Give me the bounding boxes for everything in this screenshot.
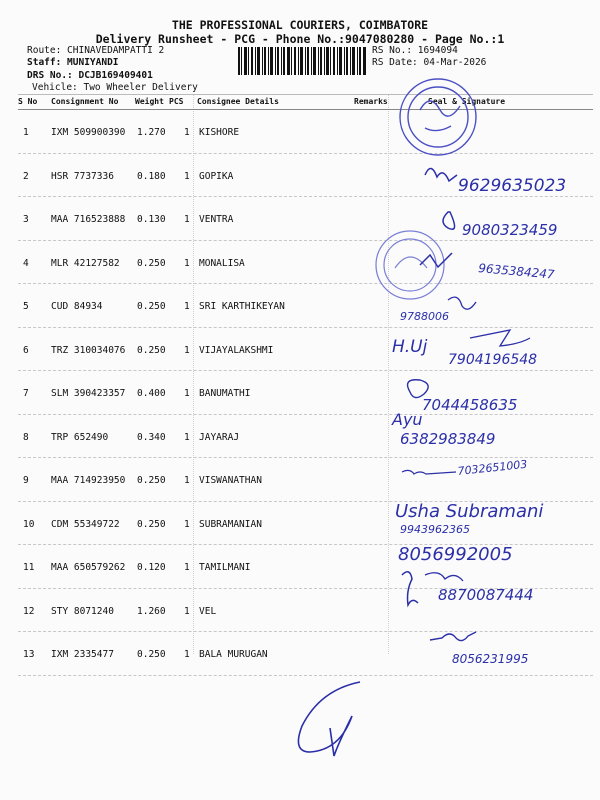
row-consignee: VEL (199, 605, 217, 617)
row-sno: 3 (23, 214, 29, 225)
row-consignee: SUBRAMANIAN (199, 518, 262, 530)
handwritten-phone: 7032651003 (456, 457, 528, 478)
col-weight: Weight (135, 97, 164, 106)
handwritten-phone: 9635384247 (477, 261, 556, 282)
row-consignee: VENTRA (199, 214, 234, 225)
company-title: THE PROFESSIONAL COURIERS, COIMBATORE (171, 18, 429, 32)
row-sno: 7 (23, 388, 29, 399)
staff-label: Staff: MUNIYANDI (27, 57, 119, 68)
col-pcs: PCS (169, 97, 184, 106)
row-pcs: 1 (184, 257, 190, 269)
row-consignee: VIJAYALAKSHMI (199, 344, 274, 356)
row-pcs: 1 (184, 475, 190, 486)
table-row (18, 328, 593, 372)
table-row (18, 197, 593, 241)
row-consignee: BANUMATHI (199, 388, 251, 399)
col-remarks: Remarks (354, 97, 388, 106)
rs-number: RS No.: 1694094 (372, 45, 458, 56)
row-sno: 12 (23, 605, 35, 617)
handwritten-phone: 8056231995 (452, 652, 529, 666)
row-weight: 0.120 (137, 562, 166, 573)
row-sno: 9 (23, 475, 29, 486)
row-pcs: 1 (184, 127, 190, 138)
table-row (18, 632, 593, 676)
row-sno: 2 (23, 170, 29, 182)
row-consignment: MAA 716523888 (51, 214, 126, 225)
row-consignment: IXM 2335477 (51, 649, 114, 660)
row-consignee: MONALISA (199, 257, 245, 269)
col-consignment: Consignment No (51, 97, 119, 106)
row-consignment: CDM 55349722 (51, 518, 120, 530)
table-header (18, 94, 593, 110)
handwritten-phone: 9080323459 (462, 221, 558, 239)
table-row (18, 502, 593, 546)
row-weight: 0.250 (137, 649, 166, 660)
row-weight: 0.130 (137, 214, 166, 225)
row-consignee: JAYARAJ (199, 431, 240, 443)
row-sno: 10 (23, 518, 35, 530)
handwritten-phone: 8870087444 (438, 586, 534, 604)
row-weight: 0.180 (137, 170, 166, 182)
row-sno: 1 (23, 127, 29, 138)
row-weight: 0.250 (137, 301, 166, 312)
row-weight: 0.400 (137, 388, 166, 399)
row-consignee: VISWANATHAN (199, 475, 262, 486)
handwritten-phone: 7904196548 (448, 352, 538, 368)
runsheet-table (18, 94, 593, 676)
handwritten-name: Ayu (392, 410, 423, 429)
row-consignment: MLR 42127582 (51, 257, 120, 269)
row-pcs: 1 (184, 344, 190, 356)
handwritten-name: Usha Subramani (395, 501, 544, 522)
supervisor-signature (298, 682, 360, 756)
row-pcs: 1 (184, 170, 190, 182)
row-consignment: HSR 7737336 (51, 170, 114, 182)
row-consignment: IXM 509900390 (51, 127, 126, 138)
row-consignment: CUD 84934 (51, 301, 103, 312)
col-seal-signature: Seal & Signature (428, 97, 506, 106)
runsheet-subtitle: Delivery Runsheet - PCG - Phone No.:9047080280 - Page No.:1 (95, 32, 505, 46)
row-consignment: SLM 390423357 (51, 388, 126, 399)
vehicle-label: Vehicle: Two Wheeler Delivery (32, 82, 198, 93)
route-label: Route: CHINAVEDAMPATTI 2 (27, 45, 165, 56)
row-pcs: 1 (184, 649, 190, 660)
row-pcs: 1 (184, 431, 190, 443)
barcode (238, 47, 366, 75)
table-row (18, 284, 593, 328)
handwritten-phone: 6382983849 (400, 430, 496, 448)
row-pcs: 1 (184, 214, 190, 225)
handwritten-name: H.Uj (392, 337, 428, 357)
handwritten-phone: 7044458635 (422, 396, 518, 414)
row-consignment: TRZ 310034076 (51, 344, 126, 356)
row-weight: 1.270 (137, 127, 166, 138)
row-pcs: 1 (184, 518, 190, 530)
col-sno: S No (18, 97, 38, 106)
row-weight: 0.250 (137, 518, 166, 530)
handwritten-phone: 8056992005 (398, 544, 513, 565)
row-consignee: BALA MURUGAN (199, 649, 268, 660)
row-weight: 1.260 (137, 605, 166, 617)
table-row (18, 458, 593, 502)
row-weight: 0.250 (137, 475, 166, 486)
row-pcs: 1 (184, 562, 190, 573)
table-row (18, 415, 593, 459)
table-row (18, 154, 593, 198)
row-sno: 5 (23, 301, 29, 312)
table-row (18, 545, 593, 589)
table-row (18, 589, 593, 633)
row-consignment: MAA 650579262 (51, 562, 126, 573)
drs-label: DRS No.: DCJB169409401 (27, 70, 153, 81)
row-weight: 0.340 (137, 431, 166, 443)
row-consignment: MAA 714923950 (51, 475, 126, 486)
table-row (18, 371, 593, 415)
table-row (18, 110, 593, 154)
row-consignment: STY 8071240 (51, 605, 114, 617)
handwritten-phone: 9629635023 (458, 176, 567, 196)
row-consignment: TRP 652490 (51, 431, 109, 443)
row-weight: 0.250 (137, 257, 166, 269)
row-pcs: 1 (184, 605, 190, 617)
rs-date: RS Date: 04-Mar-2026 (372, 57, 487, 68)
handwritten-phone: 9788006 (400, 310, 449, 323)
row-sno: 6 (23, 344, 29, 356)
table-row (18, 241, 593, 285)
row-consignee: KISHORE (199, 127, 240, 138)
row-consignee: GOPIKA (199, 170, 234, 182)
handwritten-phone: 9943962365 (400, 523, 470, 536)
row-consignee: SRI KARTHIKEYAN (199, 301, 285, 312)
row-weight: 0.250 (137, 344, 166, 356)
row-sno: 13 (23, 649, 35, 660)
row-consignee: TAMILMANI (199, 562, 251, 573)
row-pcs: 1 (184, 388, 190, 399)
row-sno: 11 (23, 562, 35, 573)
col-consignee: Consignee Details (197, 97, 279, 106)
row-pcs: 1 (184, 301, 190, 312)
row-sno: 4 (23, 257, 29, 269)
row-sno: 8 (23, 431, 29, 443)
